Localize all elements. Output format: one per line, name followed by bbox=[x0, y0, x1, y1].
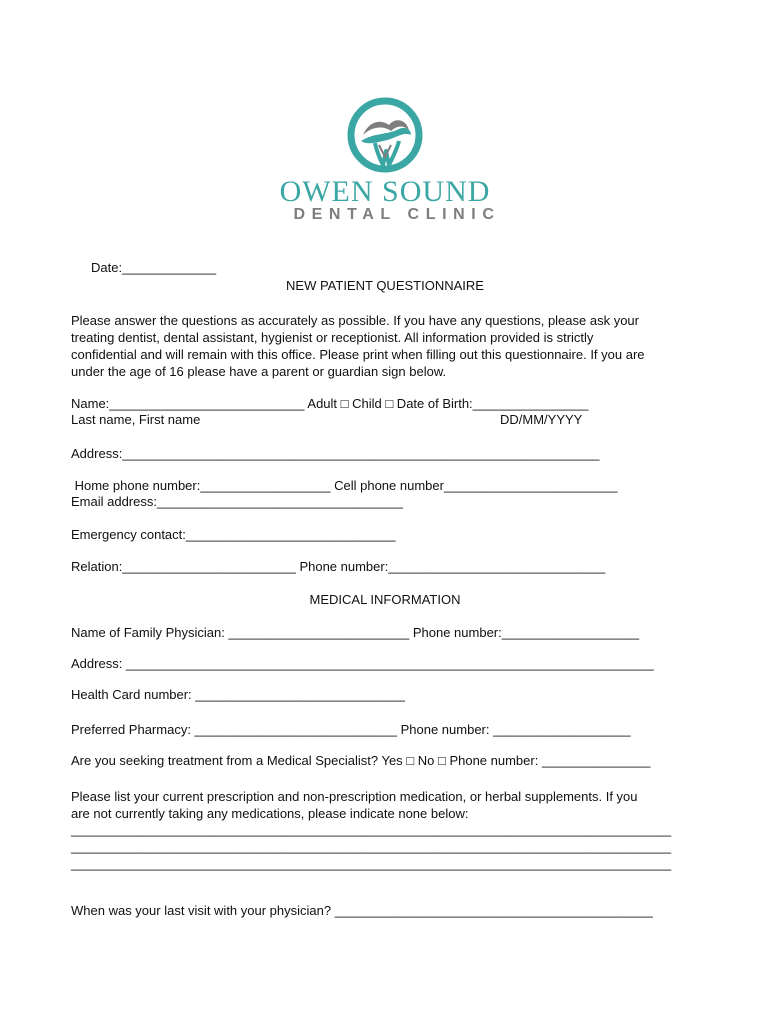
home-phone-field[interactable]: Home phone number:__________________ Cell phone number________________________ bbox=[71, 478, 618, 493]
brand-name: OWEN SOUND bbox=[279, 175, 491, 208]
last-visit-field[interactable]: When was your last visit with your physician? ____________________________________________ bbox=[71, 903, 653, 918]
specialist-field[interactable]: Are you seeking treatment from a Medical Specialist? Yes □ No □ Phone number: _______________ bbox=[71, 753, 651, 768]
family-physician-field[interactable]: Name of Family Physician: _________________________ Phone number:___________________ bbox=[71, 625, 640, 640]
medication-blank-line[interactable]: ___________________________________________________________________________________ bbox=[71, 839, 672, 854]
emergency-contact-field[interactable]: Emergency contact:_____________________________ bbox=[71, 527, 396, 542]
pharmacy-field[interactable]: Preferred Pharmacy: ____________________________ Phone number: ___________________ bbox=[71, 722, 631, 737]
intro-line: treating dentist, dental assistant, hygienist or receptionist. All information provided is strictly bbox=[71, 330, 594, 345]
medication-blank-line[interactable]: ___________________________________________________________________________________ bbox=[71, 856, 672, 871]
date-field[interactable]: Date:_____________ bbox=[91, 260, 217, 275]
intro-line: under the age of 16 please have a parent or guardian sign below. bbox=[71, 364, 447, 379]
brand-subtitle: DENTAL CLINIC bbox=[293, 206, 501, 223]
email-field[interactable]: Email address:__________________________________ bbox=[71, 494, 403, 509]
clinic-logo bbox=[0, 95, 770, 175]
physician-address-field[interactable]: Address: _________________________________________________________________________ bbox=[71, 656, 654, 671]
medications-line: Please list your current prescription and non-prescription medication, or herbal supplements. If you bbox=[71, 789, 638, 804]
intro-paragraph bbox=[71, 312, 691, 380]
name-field[interactable]: Name:___________________________ Adult □ Child □ Date of Birth:________________ bbox=[71, 396, 589, 411]
medications-paragraph bbox=[71, 788, 691, 822]
health-card-field[interactable]: Health Card number: _____________________________ bbox=[71, 687, 405, 702]
intro-line: confidential and will remain with this office. Please print when filling out this questionnaire. If you are bbox=[71, 347, 645, 362]
medications-line: are not currently taking any medications, please indicate none below: bbox=[71, 806, 469, 821]
relation-field[interactable]: Relation:________________________ Phone number:______________________________ bbox=[71, 559, 606, 574]
name-hint: Last name, First name bbox=[71, 412, 201, 427]
dob-hint: DD/MM/YYYY bbox=[500, 412, 583, 427]
intro-line: Please answer the questions as accurately as possible. If you have any questions, please ask your bbox=[71, 313, 639, 328]
medical-info-heading: MEDICAL INFORMATION bbox=[309, 592, 461, 607]
medication-blank-line[interactable]: ___________________________________________________________________________________ bbox=[71, 822, 672, 837]
tooth-wave-logo-icon bbox=[345, 95, 425, 175]
address-field[interactable]: Address:__________________________________________________________________ bbox=[71, 446, 600, 461]
form-title: NEW PATIENT QUESTIONNAIRE bbox=[286, 278, 484, 293]
